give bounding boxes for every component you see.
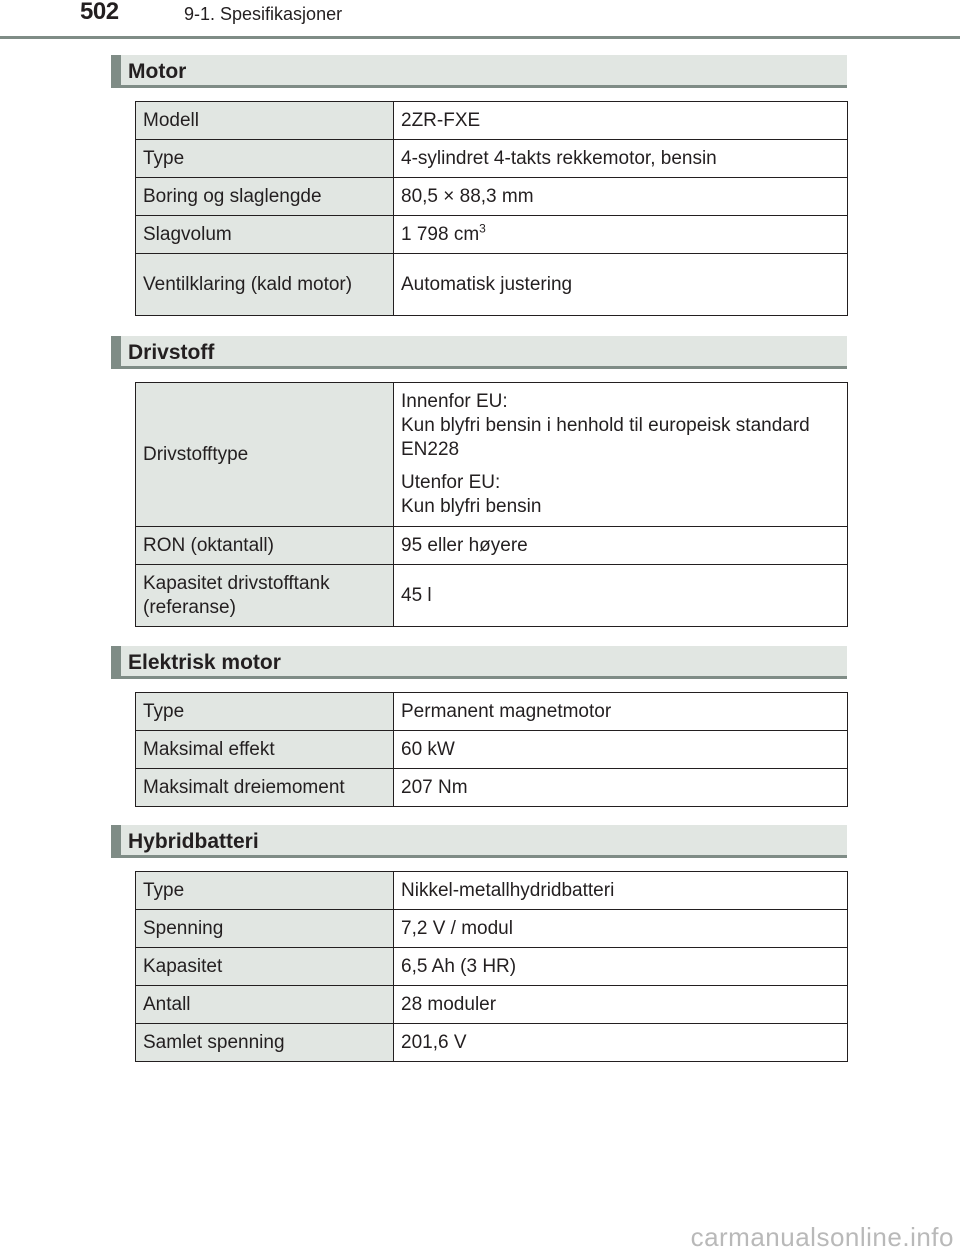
row-label: RON (oktantall) — [136, 527, 394, 565]
table-row — [136, 872, 848, 910]
row-label: Boring og slaglengde — [136, 178, 394, 216]
table-row — [136, 948, 848, 986]
table-row — [136, 986, 848, 1024]
table-row — [136, 254, 848, 316]
row-value: Automatisk justering — [394, 254, 848, 316]
row-label: Slagvolum — [136, 216, 394, 254]
table-drivstoff — [135, 382, 848, 627]
row-value: 6,5 Ah (3 HR) — [394, 948, 848, 986]
row-label: Antall — [136, 986, 394, 1024]
table-row — [136, 383, 848, 527]
row-value: Nikkel-metallhydridbatteri — [394, 872, 848, 910]
table-row — [136, 731, 848, 769]
table-row — [136, 1024, 848, 1062]
table-row — [136, 910, 848, 948]
row-label: Maksimal effekt — [136, 731, 394, 769]
section-title-hybridbatteri: Hybridbatteri — [111, 825, 847, 858]
row-label: Spenning — [136, 910, 394, 948]
page-number: 502 — [80, 0, 119, 25]
row-label: Drivstofftype — [136, 383, 394, 527]
row-value: 80,5 × 88,3 mm — [394, 178, 848, 216]
row-value: 2ZR-FXE — [394, 102, 848, 140]
row-value: 28 moduler — [394, 986, 848, 1024]
watermark: carmanualsonline.info — [690, 1222, 954, 1252]
table-row — [136, 693, 848, 731]
table-row — [136, 527, 848, 565]
page-header — [0, 0, 960, 39]
superscript: 3 — [479, 221, 486, 236]
row-value: 95 eller høyere — [394, 527, 848, 565]
table-row — [136, 769, 848, 807]
row-value: 4-sylindret 4-takts rekkemotor, bensin — [394, 140, 848, 178]
row-label: Kapasitet drivstofftank (referanse) — [136, 565, 394, 627]
table-elektrisk-motor — [135, 692, 848, 807]
table-row — [136, 140, 848, 178]
row-value: Permanent magnetmotor — [394, 693, 848, 731]
table-row — [136, 565, 848, 627]
row-value: 207 Nm — [394, 769, 848, 807]
row-label: Modell — [136, 102, 394, 140]
chapter-title: 9-1. Spesifikasjoner — [184, 4, 343, 24]
row-label: Maksimalt dreiemoment — [136, 769, 394, 807]
value-paragraph: Innenfor EU: Kun blyfri bensin i henhold til europeisk standard EN228 — [401, 391, 810, 460]
row-label: Ventilklaring (kald motor) — [136, 254, 394, 316]
row-value: 7,2 V / modul — [394, 910, 848, 948]
table-row — [136, 178, 848, 216]
table-motor — [135, 101, 848, 316]
row-value — [394, 216, 848, 254]
row-value — [394, 383, 848, 527]
table-row — [136, 102, 848, 140]
value-text: 1 798 cm — [401, 223, 480, 245]
row-label: Type — [136, 693, 394, 731]
table-hybridbatteri — [135, 871, 848, 1062]
row-value: 60 kW — [394, 731, 848, 769]
row-label: Type — [136, 140, 394, 178]
row-value: 201,6 V — [394, 1024, 848, 1062]
row-value: 45 l — [394, 565, 848, 627]
row-label: Type — [136, 872, 394, 910]
row-label: Kapasitet — [136, 948, 394, 986]
section-title-drivstoff: Drivstoff — [111, 336, 847, 369]
value-paragraph: Utenfor EU: Kun blyfri bensin — [401, 472, 542, 517]
section-title-motor: Motor — [111, 55, 847, 88]
table-row — [136, 216, 848, 254]
section-title-elektrisk-motor: Elektrisk motor — [111, 646, 847, 679]
row-label: Samlet spenning — [136, 1024, 394, 1062]
